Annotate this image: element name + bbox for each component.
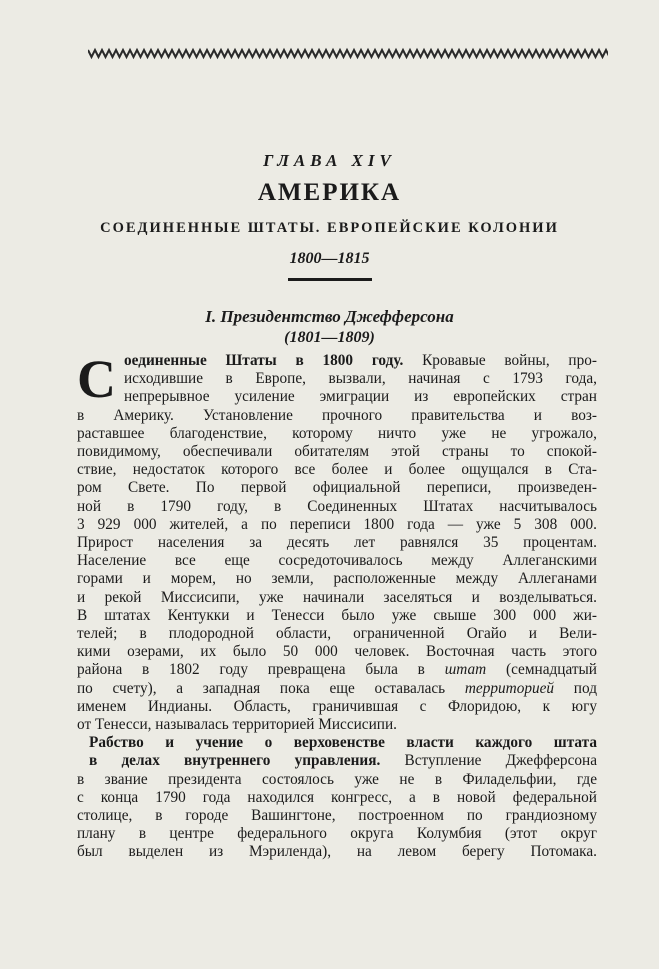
text-line: в звание президента состоялось уже не в Филадельфии, где	[77, 770, 597, 788]
text-line: Кровавые войны, про-	[422, 352, 597, 369]
decorative-ornament-rule	[88, 46, 608, 60]
drop-cap: С	[77, 349, 116, 409]
text-line: столице, в городе Вашингтоне, построенном по грандиозному	[77, 807, 597, 825]
text-line: телей; в плодородной области, ограниченной Огайо и Вели-	[77, 625, 597, 643]
chapter-title: АМЕРИКА	[257, 179, 402, 206]
chapter-subtitle: СОЕДИНЕННЫЕ ШТАТЫ. ЕВРОПЕЙСКИЕ КОЛОНИИ	[100, 220, 559, 236]
text-fragment: под	[573, 679, 597, 697]
chapter-years: 1800—1815	[289, 250, 370, 267]
text-line: района в 1802 году превращена была в	[77, 661, 425, 679]
text-line: Прирост населения за десять лет равнялся 35 процентам.	[77, 534, 597, 552]
section-years: (1801—1809)	[284, 329, 375, 346]
text-line: ной в 1790 году, в Соединенных Штатах насчитывалось	[77, 497, 597, 515]
text-line: был выделен из Мэриленда), на левом берегу Потомака.	[77, 843, 597, 861]
text-line: ром Свете. По первой официальной переписи, произведен-	[77, 479, 597, 497]
chapter-divider	[288, 278, 372, 281]
text-line: от Тенесси, называлась территорией Миссисипи.	[77, 716, 397, 734]
paragraph-2-lead: в делах внутреннего управления.	[89, 752, 381, 770]
text-line: Население все еще сосредоточивалось между Аллеганскими	[77, 552, 597, 570]
text-fragment: Вступление Джефферсона	[404, 752, 597, 770]
text-line: в Америку. Установление прочного правительства и воз-	[77, 406, 597, 424]
text-line: В штатах Кентукки и Тенесси было уже свыше 300 000 жи-	[77, 606, 597, 624]
paragraph-1	[77, 349, 597, 734]
text-line: непрерывное усиление эмиграции из европейских стран	[124, 388, 597, 406]
text-line: повидимому, обеспечивали обитателям этой страны то спокой-	[77, 443, 597, 461]
text-line: именем Индианы. Область, граничившая с Флоридою, к югу	[77, 697, 597, 715]
text-line: по счету), а западная пока еще оставалась	[77, 679, 446, 697]
text-line: раставшее благоденствие, которому ничто уже не угрожало,	[77, 424, 597, 442]
text-line: кими озерами, их было 50 000 человек. Восточная часть этого	[77, 643, 597, 661]
text-line: ствие, недостаток которого все более и более ощущался в Ста-	[77, 461, 597, 479]
chapter-number: ГЛАВА XIV	[263, 151, 396, 170]
italic-term: территорией	[464, 679, 555, 697]
text-line: 3 929 000 жителей, а по переписи 1800 года — уже 5 308 000.	[77, 515, 597, 533]
body-text	[77, 349, 597, 862]
text-line: и рекой Миссисипи, уже начинали заселяться и возделываться.	[77, 588, 597, 606]
italic-term: штат	[444, 661, 487, 679]
paragraph-2	[77, 734, 597, 861]
text-line: плану в центре федерального округа Колумбия (этот округ	[77, 825, 597, 843]
paragraph-2-lead: Рабство и учение о верховенстве власти каждого штата	[89, 734, 597, 752]
paragraph-1-lead: оединенные Штаты в 1800 году.	[124, 352, 404, 369]
text-line: с конца 1790 года находился конгресс, а в новой федеральной	[77, 788, 597, 806]
text-line: горами и морем, но земли, расположенные между Аллеганами	[77, 570, 597, 588]
chapter-header	[0, 150, 659, 281]
section-title: I. Президентство Джефферсона	[205, 307, 454, 326]
text-fragment: (семнадцатый	[505, 661, 597, 679]
section-header	[0, 306, 659, 348]
text-line: исходившие в Европе, вызвали, начиная с 1793 года,	[124, 370, 597, 388]
